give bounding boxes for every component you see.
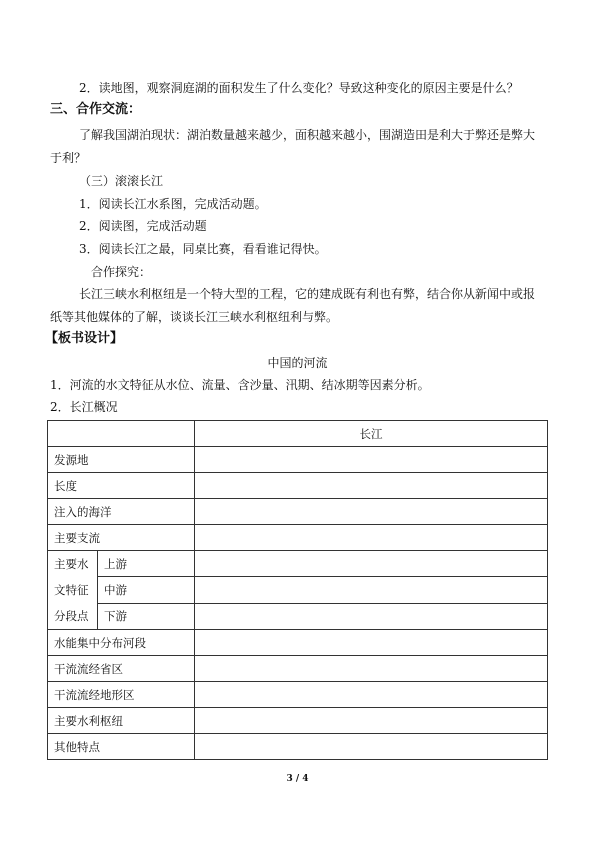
row-label-provinces: 干流流经省区	[48, 656, 195, 682]
row-label-source: 发源地	[48, 447, 195, 473]
table-cell-empty[interactable]	[195, 577, 548, 603]
activity-item-1: 1．阅读长江水系图，完成活动题。	[79, 197, 267, 211]
table-cell-empty[interactable]	[195, 447, 548, 473]
table-row	[48, 421, 548, 447]
row-label-other: 其他特点	[48, 734, 195, 760]
table-cell-empty[interactable]	[195, 708, 548, 734]
table-row	[48, 447, 548, 473]
segment-label-line-1: 主要水	[54, 557, 89, 571]
table-corner-cell	[48, 421, 195, 447]
table-cell-empty[interactable]	[195, 682, 548, 708]
explore-paragraph-line-1: 长江三峡水利枢纽是一个特大型的工程，它的建成既有利也有弊，结合你从新闻中或报	[79, 287, 536, 301]
table-row	[48, 708, 548, 734]
board-point-1: 1．河流的水文特征从水位、流量、含沙量、汛期、结冰期等因素分析。	[50, 378, 430, 392]
table-header-yangtze: 长江	[195, 421, 548, 447]
row-label-upper-reach: 上游	[98, 551, 195, 577]
table-row	[48, 682, 548, 708]
lake-status-paragraph-line-2: 于利？	[50, 151, 87, 165]
table-row	[48, 525, 548, 551]
table-cell-empty[interactable]	[195, 525, 548, 551]
row-label-tributaries: 主要支流	[48, 525, 195, 551]
row-label-lower-reach: 下游	[98, 603, 195, 629]
table-row	[48, 577, 548, 603]
table-row	[48, 656, 548, 682]
table-row	[48, 734, 548, 760]
question-2: 2．读地图，观察洞庭湖的面积发生了什么变化？导致这种变化的原因主要是什么？	[79, 81, 519, 95]
board-design-heading: 【板书设计】	[45, 331, 124, 346]
table-cell-empty[interactable]	[195, 656, 548, 682]
table-row	[48, 551, 548, 577]
yangtze-overview-table	[47, 420, 548, 760]
table-row	[48, 603, 548, 629]
subsection-yangtze-heading: （三）滚滚长江	[79, 174, 164, 188]
row-label-length: 长度	[48, 473, 195, 499]
row-label-segments	[48, 551, 98, 630]
table-cell-empty[interactable]	[195, 551, 548, 577]
table-row	[48, 630, 548, 656]
board-title: 中国的河流	[267, 356, 328, 370]
activity-item-2: 2．阅读图，完成活动题	[79, 219, 207, 233]
table-cell-empty[interactable]	[195, 734, 548, 760]
row-label-dams: 主要水利枢纽	[48, 708, 195, 734]
table-cell-empty[interactable]	[195, 473, 548, 499]
row-label-hydropower: 水能集中分布河段	[48, 630, 195, 656]
table-cell-empty[interactable]	[195, 603, 548, 629]
row-label-terrain: 干流流经地形区	[48, 682, 195, 708]
row-label-middle-reach: 中游	[98, 577, 195, 603]
table-cell-empty[interactable]	[195, 630, 548, 656]
section-3-heading: 三、合作交流：	[50, 102, 142, 117]
explore-paragraph-line-2: 纸等其他媒体的了解，谈谈长江三峡水利枢纽利与弊。	[50, 310, 339, 324]
table-row	[48, 499, 548, 525]
table-cell-empty[interactable]	[195, 499, 548, 525]
board-point-2: 2．长江概况	[50, 400, 118, 414]
table-row	[48, 473, 548, 499]
activity-item-3: 3．阅读长江之最，同桌比赛，看看谁记得快。	[79, 242, 327, 256]
segment-label-line-3: 分段点	[54, 609, 89, 623]
row-label-ocean: 注入的海洋	[48, 499, 195, 525]
lake-status-paragraph-line-1: 了解我国湖泊现状：湖泊数量越来越少，面积越来越小，围湖造田是利大于弊还是弊大	[79, 128, 536, 142]
explore-label: 合作探究：	[91, 265, 152, 279]
segment-label-line-2: 文特征	[54, 583, 89, 597]
page-number: 3 / 4	[286, 774, 309, 784]
